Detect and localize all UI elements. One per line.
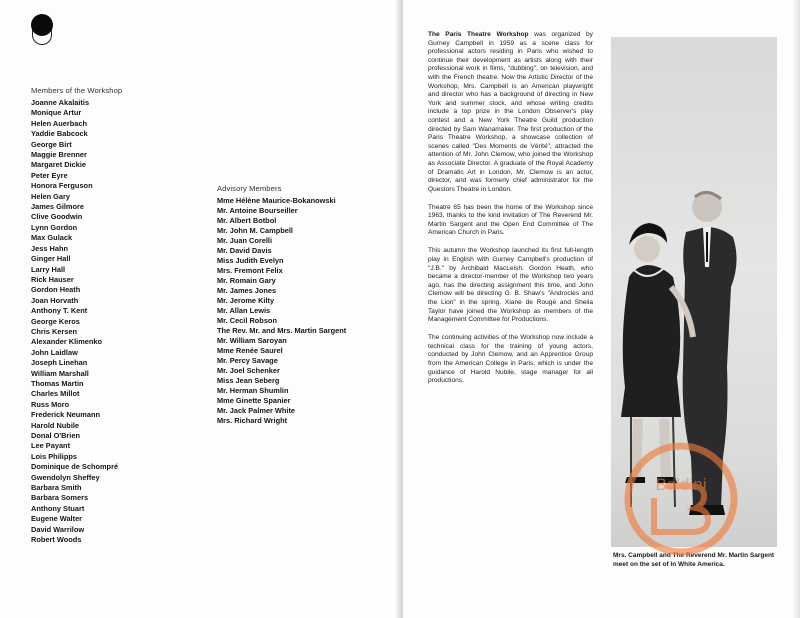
list-item: Mr. Antoine Bourseiller bbox=[217, 206, 298, 215]
list-item: Mr. Allan Lewis bbox=[217, 306, 271, 315]
list-item: Chris Kersen bbox=[31, 326, 78, 336]
list-item: Barbara Somers bbox=[31, 493, 89, 503]
list-item: Mme Renée Saurel bbox=[217, 346, 283, 355]
list-item: Lee Payant bbox=[31, 441, 71, 451]
list-item: Eugene Walter bbox=[31, 514, 83, 524]
list-item: George Keros bbox=[31, 316, 80, 326]
list-item: Donal O'Brien bbox=[31, 431, 80, 440]
list-item: Mme Hélène Maurice-Bokanowski bbox=[217, 196, 336, 205]
list-item: Charles Millot bbox=[31, 389, 80, 399]
list-item: Anthony Stuart bbox=[31, 503, 85, 513]
list-item: Joanne Akalaitis bbox=[31, 98, 90, 107]
workshop-history-text bbox=[428, 31, 593, 395]
list-item: Helen Auerbach bbox=[31, 118, 87, 128]
list-item: Anthony T. Kent bbox=[31, 306, 88, 316]
list-item: Margaret Dickie bbox=[31, 160, 87, 170]
list-item: Russ Moro bbox=[31, 399, 70, 409]
list-item: Mr. David Davis bbox=[217, 246, 272, 255]
list-item: Alexander Klimenko bbox=[31, 337, 103, 347]
list-item: Frederick Neumann bbox=[31, 410, 101, 420]
list-item: Mr. Herman Shumlin bbox=[217, 386, 289, 395]
list-item: Dominique de Schompré bbox=[31, 462, 119, 472]
list-item: Mr. Percy Savage bbox=[217, 356, 278, 365]
list-item: Max Gulack bbox=[31, 233, 73, 243]
list-item: Maggie Brenner bbox=[31, 150, 87, 160]
list-item: Mr. Joel Schenker bbox=[217, 366, 280, 375]
list-item: Robert Woods bbox=[31, 535, 82, 545]
list-item: James Gilmore bbox=[31, 202, 84, 212]
list-item: Joseph Linehan bbox=[31, 358, 88, 368]
list-item: Yaddie Babcock bbox=[31, 129, 88, 139]
members-heading: Members of the Workshop bbox=[31, 86, 123, 95]
list-item: Mr. John M. Campbell bbox=[217, 226, 293, 235]
advisory-heading: Advisory Members bbox=[217, 184, 282, 193]
paragraph-lead: The Paris Theatre Workshop bbox=[428, 31, 529, 38]
list-item: Barbara Smith bbox=[31, 483, 82, 493]
list-item: Monique Artur bbox=[31, 108, 82, 118]
list-item: Rick Hauser bbox=[31, 274, 74, 284]
list-item: Peter Eyre bbox=[31, 170, 68, 180]
list-item: Larry Hall bbox=[31, 264, 66, 274]
photo-caption: Mrs. Campbell and The Reverend Mr. Martin Sargent meet on the set of In White America. bbox=[613, 552, 775, 568]
paragraph bbox=[428, 31, 593, 194]
stamp-text: Baldini bbox=[655, 475, 707, 494]
list-item: Mr. Juan Corelli bbox=[217, 236, 273, 245]
list-item: Joan Horvath bbox=[31, 295, 79, 305]
paragraph-text: This autumn the Workshop launched its first full-length play in English with Gurney Campbell's production of "J.B." by Archibald MacLeish. Gordon Heath, who became a director-member of the Workshop two years ago, has the directing assignment this time, and John Clemow will be directing G. B. Shaw's "Androcles and the Lion" in the spring. Xiane de Rougé and Sheila Taylor have joined the Workshop as members of the Management Committee for Productions. bbox=[428, 247, 593, 324]
list-item: Jess Hahn bbox=[31, 243, 68, 253]
paragraph-text: The continuing activities of the Workshop now include a technical class for the training of young actors, conducted by John Clemow, and an Apprentice Group from the American College in Paris, which is under the guidance of Harold Nubile, stage manager for all productions. bbox=[428, 334, 593, 385]
list-item: Mr. James Jones bbox=[217, 286, 277, 295]
list-item: Mr. Jerome Kilty bbox=[217, 296, 275, 305]
list-item: The Rev. Mr. and Mrs. Martin Sargent bbox=[217, 326, 347, 335]
list-item: John Laidlaw bbox=[31, 347, 78, 357]
list-item: Clive Goodwin bbox=[31, 212, 83, 222]
list-item: Mr. Romain Gary bbox=[217, 276, 276, 285]
list-item: Ginger Hall bbox=[31, 254, 71, 264]
list-item: Lois Philipps bbox=[31, 451, 77, 461]
list-item: Honora Ferguson bbox=[31, 181, 93, 191]
paragraph bbox=[428, 334, 593, 386]
list-item: William Marshall bbox=[31, 368, 89, 378]
list-item: Gwendolyn Sheffey bbox=[31, 472, 100, 482]
list-item: David Warrilow bbox=[31, 524, 85, 534]
list-item: Lynn Gordon bbox=[31, 222, 78, 232]
paragraph bbox=[428, 204, 593, 238]
paragraph bbox=[428, 247, 593, 324]
list-item: Mr. Albert Botbol bbox=[217, 216, 277, 225]
list-item: Gordon Heath bbox=[31, 285, 81, 295]
logo-ring bbox=[32, 30, 52, 45]
list-item: Mr. Cecil Robson bbox=[217, 316, 277, 325]
list-item: Mr. William Saroyan bbox=[217, 336, 287, 345]
list-item: Mr. Jack Palmer White bbox=[217, 406, 296, 415]
list-item: Thomas Martin bbox=[31, 378, 84, 388]
list-item: Miss Jean Seberg bbox=[217, 376, 280, 385]
list-item: Mrs. Richard Wright bbox=[217, 416, 288, 425]
list-item: Miss Judith Evelyn bbox=[217, 256, 284, 265]
page-edge bbox=[792, 0, 800, 618]
paragraph-text: Theatre 65 has been the home of the Workshop since 1963, thanks to the kind invitation of The Reverend Mr. Martin Sargent and the Open End Committee of The American Church in Paris. bbox=[428, 203, 593, 237]
list-item: Mrs. Fremont Felix bbox=[217, 266, 283, 275]
list-item: Mme Ginette Spanier bbox=[217, 396, 291, 405]
advisory-list bbox=[217, 196, 346, 426]
paragraph-text: was organized by Gurney Campbell in 1959 as a scene class for professional actors residing in Paris who wished to continue their development as artists along with their professional work in films, "dubbing", on television, and with the French theatre. Now the Artistic Director of the Workshop, Mrs. Campbell is an American playwright and director who has a background of directing in New York and summer stock, and whose writing credits include a top prize in the London Observer's play contest and a New York Theatre Guild production directed by Sam Wanamaker. The first production of the Paris Theatre Workshop, a showcase collection of scenes called "Des Moments de Vérité", attracted the attention of Mr. John Clemow, who joined the Workshop as Associate Director. A graduate of the Royal Academy of Dramatic Art in London, Mr. Clemow is an actor, director, and was formerly chief administrator for the Questors Theatre in London. bbox=[428, 31, 593, 193]
list-item: Harold Nubile bbox=[31, 420, 80, 430]
members-list bbox=[31, 98, 118, 545]
baldini-stamp bbox=[622, 440, 740, 558]
list-item: George Birt bbox=[31, 139, 72, 149]
list-item: Helen Gary bbox=[31, 191, 71, 201]
